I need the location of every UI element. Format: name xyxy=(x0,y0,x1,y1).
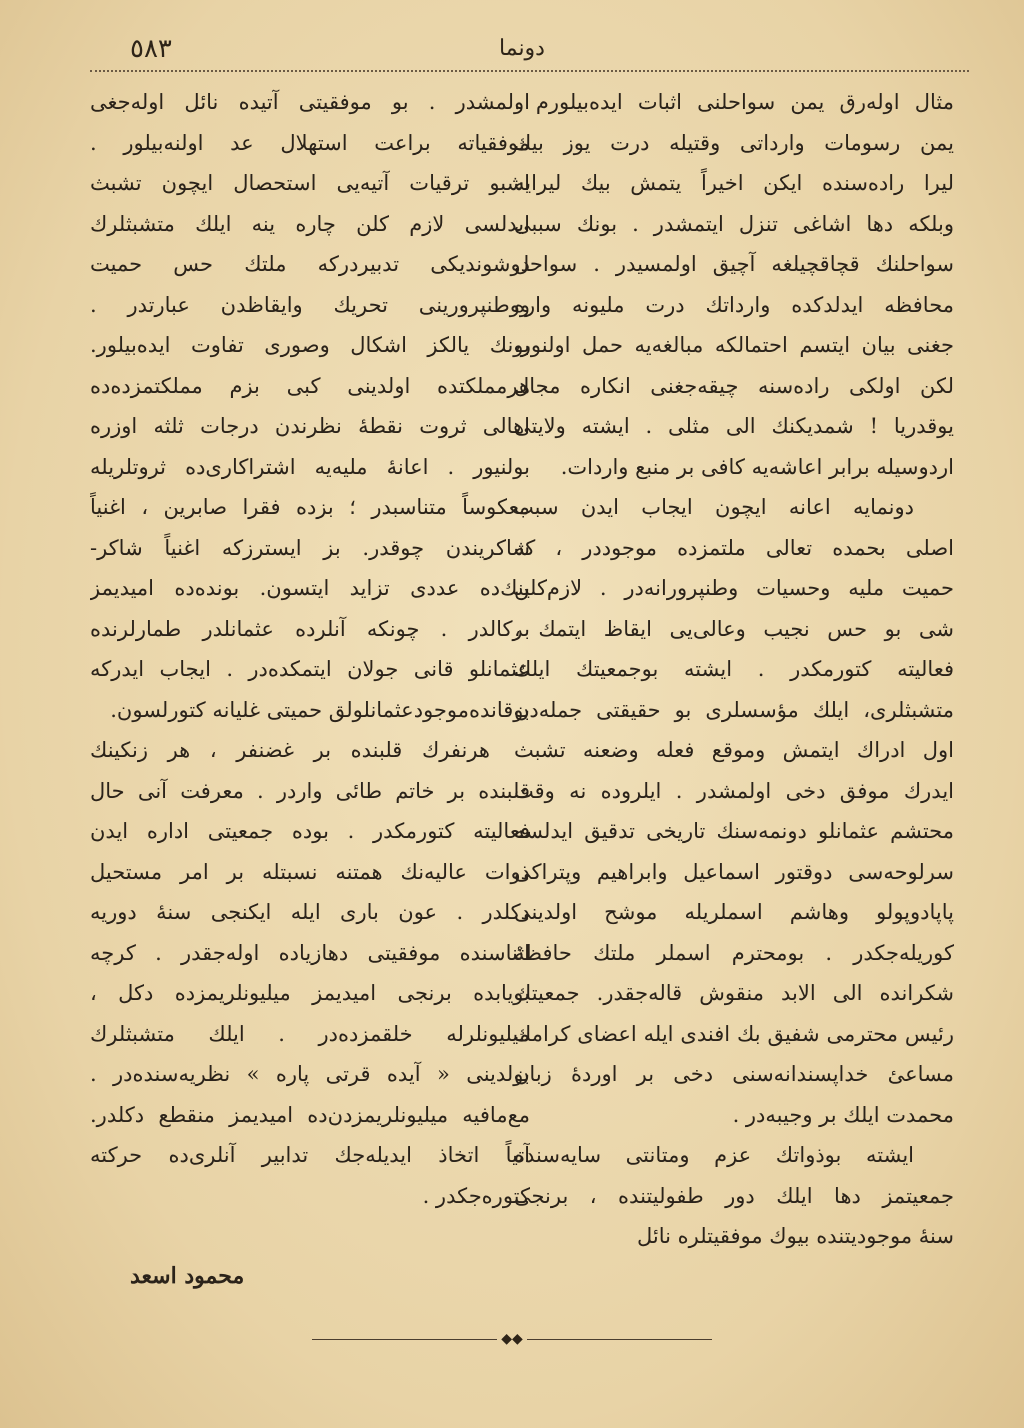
text-line: كتوره‌جكدر . xyxy=(422,1183,530,1208)
text-line: عثمانلو قانى جولان ايتمكده‌در . ايجاب ايدركه xyxy=(90,657,530,681)
text-line: فعاليته كتورمكدر . ايشته بوجمعيتك ايلك xyxy=(514,657,954,681)
text-line: بولنيور . اعانهٔ مليه‌يه اشتراكارى‌ده ثروتلريله xyxy=(90,454,530,479)
text-line: ينك‌ده عددى تزايد ايتسون. بونده‌ده اميديمز xyxy=(90,576,530,600)
left-column xyxy=(90,82,530,1216)
text-line: معكوساً متناسبدر ؛ بزده فقرا صابرين ، اغنياً xyxy=(90,495,530,519)
text-line: سرلوحه‌سى دوقتور اسماعيل وابراهيم وپتراكى xyxy=(514,859,954,884)
text-line: مثال اوله‌رق يمن سواحلنى اثبات ايده‌بيلورم . xyxy=(514,90,954,114)
text-line: يمن رسومات وارداتى وقتيله درت يوز بيك xyxy=(514,130,954,155)
text-line: ذوات عاليه‌نك همتنه نسبتله بر امر مستحيل xyxy=(90,859,530,884)
text-line: اول ادراك ايتمش وموقع فعله وضعنه تشبث xyxy=(514,738,954,762)
author-signature: محمود اسعد xyxy=(130,1263,245,1289)
page-header xyxy=(80,30,964,70)
text-line: اثناسنده موفقيتى دهازياده اوله‌جقدر . كرچه xyxy=(90,940,530,965)
text-line: شى بو حس نجيب وعالى‌يى ايقاظ ايتمك ، xyxy=(514,616,954,641)
text-line: جمعيتمز دها ايلك دور طفوليتنده ، برنجى xyxy=(514,1183,954,1208)
text-line: شكرانده الى الابد منقوش قاله‌جقدر. جمعيتك xyxy=(514,981,954,1005)
ornament-rule-right xyxy=(527,1339,712,1340)
text-line: محتشم عثمانلو دونمه‌سنك تاريخى تدقيق ايدلسه xyxy=(514,819,954,843)
text-line: ايشته بوذواتك عزم ومتانتى سايه‌سنده xyxy=(514,1143,914,1167)
text-line: محمدت ايلك بر وجيبه‌در . xyxy=(732,1102,954,1127)
text-line: رئيس محترمى شفيق بك افندى ايله اعضاى كرامك xyxy=(514,1021,954,1046)
text-line: متشبثلرى، ايلك مؤسسلرى بو حقيقتى جمله‌دن xyxy=(514,697,954,722)
text-line: لكن اولكى راده‌سنه چيقه‌جغنى انكاره مجال xyxy=(514,373,954,398)
text-line: پاپادوپولو وهاشم اسملريله موشح اولدينى xyxy=(514,900,954,924)
text-line: اولمشدر . بو موفقيتى آتيده نائل اوله‌جغى xyxy=(90,90,530,114)
footer-ornament xyxy=(312,1332,712,1346)
right-column xyxy=(514,82,954,1257)
text-line: بولدينى « آيده قرتى پاره » نظريه‌سنده‌در . xyxy=(90,1062,530,1086)
text-line: شاكريندن چوقدر. بز ايسترزكه اغنياً شاكر- xyxy=(90,535,530,560)
text-line: هرمملكتده اولدينى كبى بزم مملكتمزده‌ده xyxy=(90,373,530,398)
text-line: ايدلسى لازم كلن چاره ينه ايلك متشبثلرك xyxy=(90,211,530,236)
text-line: دكلدر . عون بارى ايله ايكنجى سنهٔ دوريه xyxy=(90,900,530,924)
text-line: اصلى بحمده تعالى ملتمزده موجوددر ، كه xyxy=(514,535,954,560)
text-line: اهالى ثروت نقطهٔ نظرندن درجات ثلثه اوزره xyxy=(90,414,530,438)
text-line: ليرا راده‌سنده ايكن اخيراً يتمش بيك ليرايه xyxy=(514,171,954,195)
text-line: دونمايه اعانه ايچون ايجاب ايدن سبب xyxy=(514,495,914,519)
text-line: ايدرك موفق دخى اولمشدر . ايلروده نه وقت xyxy=(514,778,954,803)
text-line: كوريله‌جكدر . بومحترم اسملر ملتك حافظهٔ xyxy=(514,940,954,965)
text-line: بوقانده‌موجودعثمانلولق حميتى غليانه كتورلسون. xyxy=(110,697,530,722)
text-line: يوقدريا ! شمديكنك الى مثلى . ايشته ولايتى xyxy=(514,414,954,438)
text-line: اشبو ترقيات آتيه‌يى استحصال ايچون تشبث xyxy=(90,171,530,195)
running-title: دونما xyxy=(499,36,545,61)
text-line: سنهٔ موجوديتنده بيوك موفقيتلره نائل xyxy=(636,1224,954,1248)
text-line: وبلكه دها اشاغى تنزل ايتمشدر . بونك سببى xyxy=(514,211,954,236)
text-line: بركالدر . چونكه آنلرده عثمانلدر طمارلرنده xyxy=(90,616,530,641)
text-line: بويابده برنجى اميديمز ميليونلريمزده دكل ، xyxy=(90,981,530,1005)
text-line: بونك يالكز اشكال وصورى تفاوت ايده‌بيلور. xyxy=(90,333,530,357)
page-number: ٥٨٣ xyxy=(130,34,172,64)
text-line: فعاليته كتورمكدر . بوده جمعيتى اداره ايدن xyxy=(90,819,530,843)
text-line: مع‌مافيه ميليونلريمزدن‌ده اميديمز منقطع دكلدر. xyxy=(90,1102,530,1127)
text-line: ووطنپرورينى تحريك وايقاظدن عبارتدر . xyxy=(90,292,530,317)
text-line: اردوسيله برابر اعاشه‌يه كافى بر منبع واردات. xyxy=(560,454,954,479)
text-line: قلبنده بر خاتم طائى واردر . معرفت آنى حال xyxy=(90,778,530,803)
text-line: هرنفرك قلبنده بر غضنفر ، هر زنكينك xyxy=(90,738,490,762)
text-line: موفقياته براعت استهلال عد اولنه‌بيلور . xyxy=(90,130,530,155)
text-line: مساعئ خداپسندانه‌سنى دخى بر اوردهٔ زبان xyxy=(514,1062,954,1086)
text-line: سواحلنك قچاقچيلغه آچيق اولمسيدر . سواحل xyxy=(514,252,954,276)
text-line: ميليونلرله خلقمزده‌در . ايلك متشبثلرك xyxy=(90,1021,530,1046)
header-rule xyxy=(90,70,969,78)
text-line: دوشونديكى تدبيردركه ملتك حس حميت xyxy=(90,252,530,276)
text-line: آتياً اتخاذ ايديله‌جك تدابير آنلرى‌ده حركته xyxy=(90,1143,530,1167)
text-line: جغنى بيان ايتسم احتمالكه مبالغه‌يه حمل اولنور، xyxy=(514,333,954,357)
text-line: محافظه ايدلدكده وارداتك درت مليونه وارە‌ xyxy=(514,292,954,317)
ornament-rule-left xyxy=(312,1339,497,1340)
text-line: حميت مليه وحسيات وطنپرورانه‌در . لازم‌كلن xyxy=(514,576,954,600)
ornament-diamond-icon: ◆◆ xyxy=(501,1331,523,1347)
